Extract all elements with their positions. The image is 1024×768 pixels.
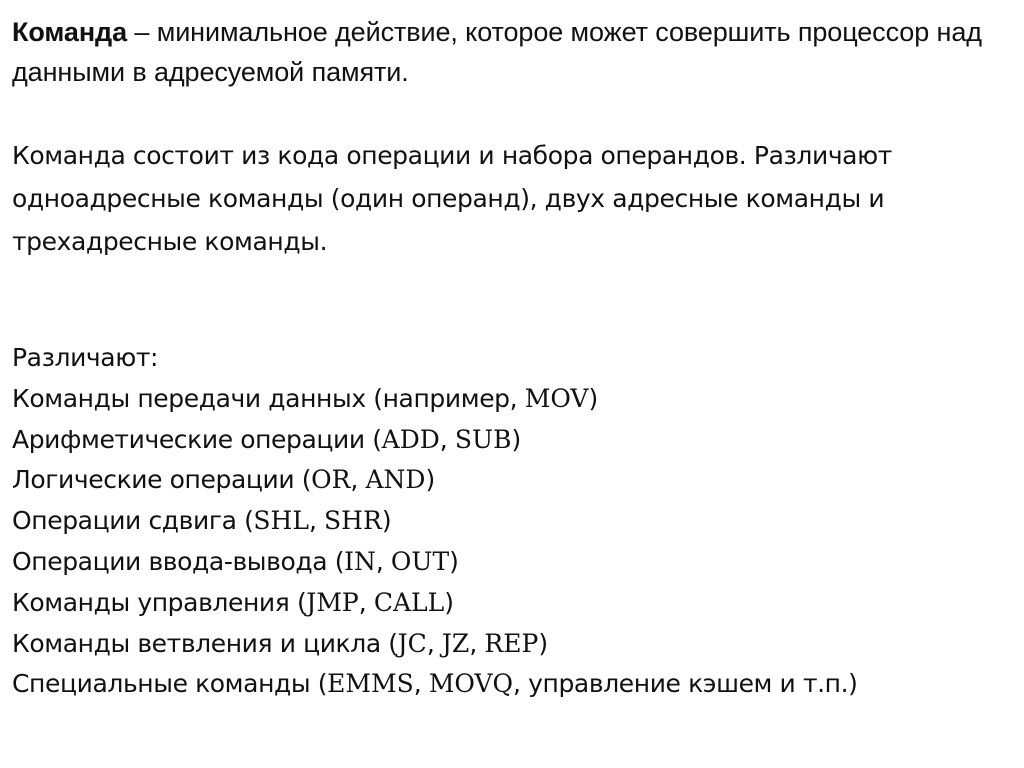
list-item-label: Арифметические операции ( [12, 424, 382, 454]
list-item-suffix: ) [538, 628, 548, 658]
instruction-mnemonic: MOVQ [428, 669, 514, 699]
instruction-mnemonic: EMMS [327, 669, 414, 699]
list-item-suffix: ) [449, 546, 459, 576]
instruction-mnemonic: MOV [524, 383, 589, 413]
instruction-mnemonic: SUB [454, 424, 512, 454]
instruction-mnemonic: JC [397, 628, 427, 658]
list-items [12, 379, 1012, 705]
list-heading: Различают: [12, 343, 159, 372]
list-item-label: Операции ввода-вывода ( [12, 546, 345, 576]
list-item-suffix: ) [444, 587, 454, 617]
instruction-mnemonic: IN [344, 546, 376, 576]
instruction-mnemonic: OUT [390, 546, 450, 576]
list-item-suffix: ) [588, 383, 598, 413]
list-item-suffix: ) [425, 465, 435, 495]
definition-text: – минимальное действие, которое может совершить процессор над данными в адресуемой памяти. [12, 17, 982, 87]
instruction-mnemonic: CALL [373, 587, 445, 617]
instruction-mnemonic: ADD [381, 424, 440, 454]
list-item-label: Специальные команды ( [12, 669, 328, 699]
list-item-label: Команды передачи данных (например, [12, 383, 525, 413]
list-item: Команды ветвления и цикла (JC, JZ, REP) [12, 628, 548, 658]
list-item: Команды управления (JMP, CALL) [12, 587, 454, 617]
list-item: Операции сдвига (SHL, SHR) [12, 506, 392, 536]
instruction-mnemonic: REP [484, 628, 539, 658]
list-item-suffix: ) [511, 424, 521, 454]
list-item-suffix: ) [381, 506, 392, 536]
list-item-label: Команды ветвления и цикла ( [12, 628, 398, 658]
list-item-label: Команды управления ( [12, 587, 307, 617]
list-item: Операции ввода-вывода (IN, OUT) [12, 546, 459, 576]
instruction-mnemonic: OR [311, 465, 351, 495]
list-item-label: Операции сдвига ( [12, 506, 254, 536]
instruction-mnemonic: SHL [253, 506, 309, 536]
description-paragraph: Команда состоит из кода операции и набора операндов. Различают одноадресные команды (один операнд), двух адресные команды и трехадресные команды. [12, 141, 892, 256]
list-item [12, 379, 1012, 420]
instruction-mnemonic: JMP [306, 587, 359, 617]
list-item: Арифметические операции (ADD, SUB) [12, 424, 521, 454]
list-item-suffix: , управление кэшем и т.п.) [513, 669, 858, 699]
instruction-mnemonic: AND [365, 465, 426, 495]
command-types-list [12, 338, 1012, 705]
instruction-mnemonic: JZ [441, 628, 470, 658]
list-item-label: Логические операции ( [12, 465, 312, 495]
list-item: Логические операции (OR, AND) [12, 465, 435, 495]
list-item: Специальные команды (EMMS, MOVQ, управление кэшем и т.п.) [12, 669, 858, 699]
instruction-mnemonic: SHR [324, 506, 382, 536]
definition-paragraph [12, 12, 1012, 92]
definition-term: Команда [12, 17, 128, 47]
